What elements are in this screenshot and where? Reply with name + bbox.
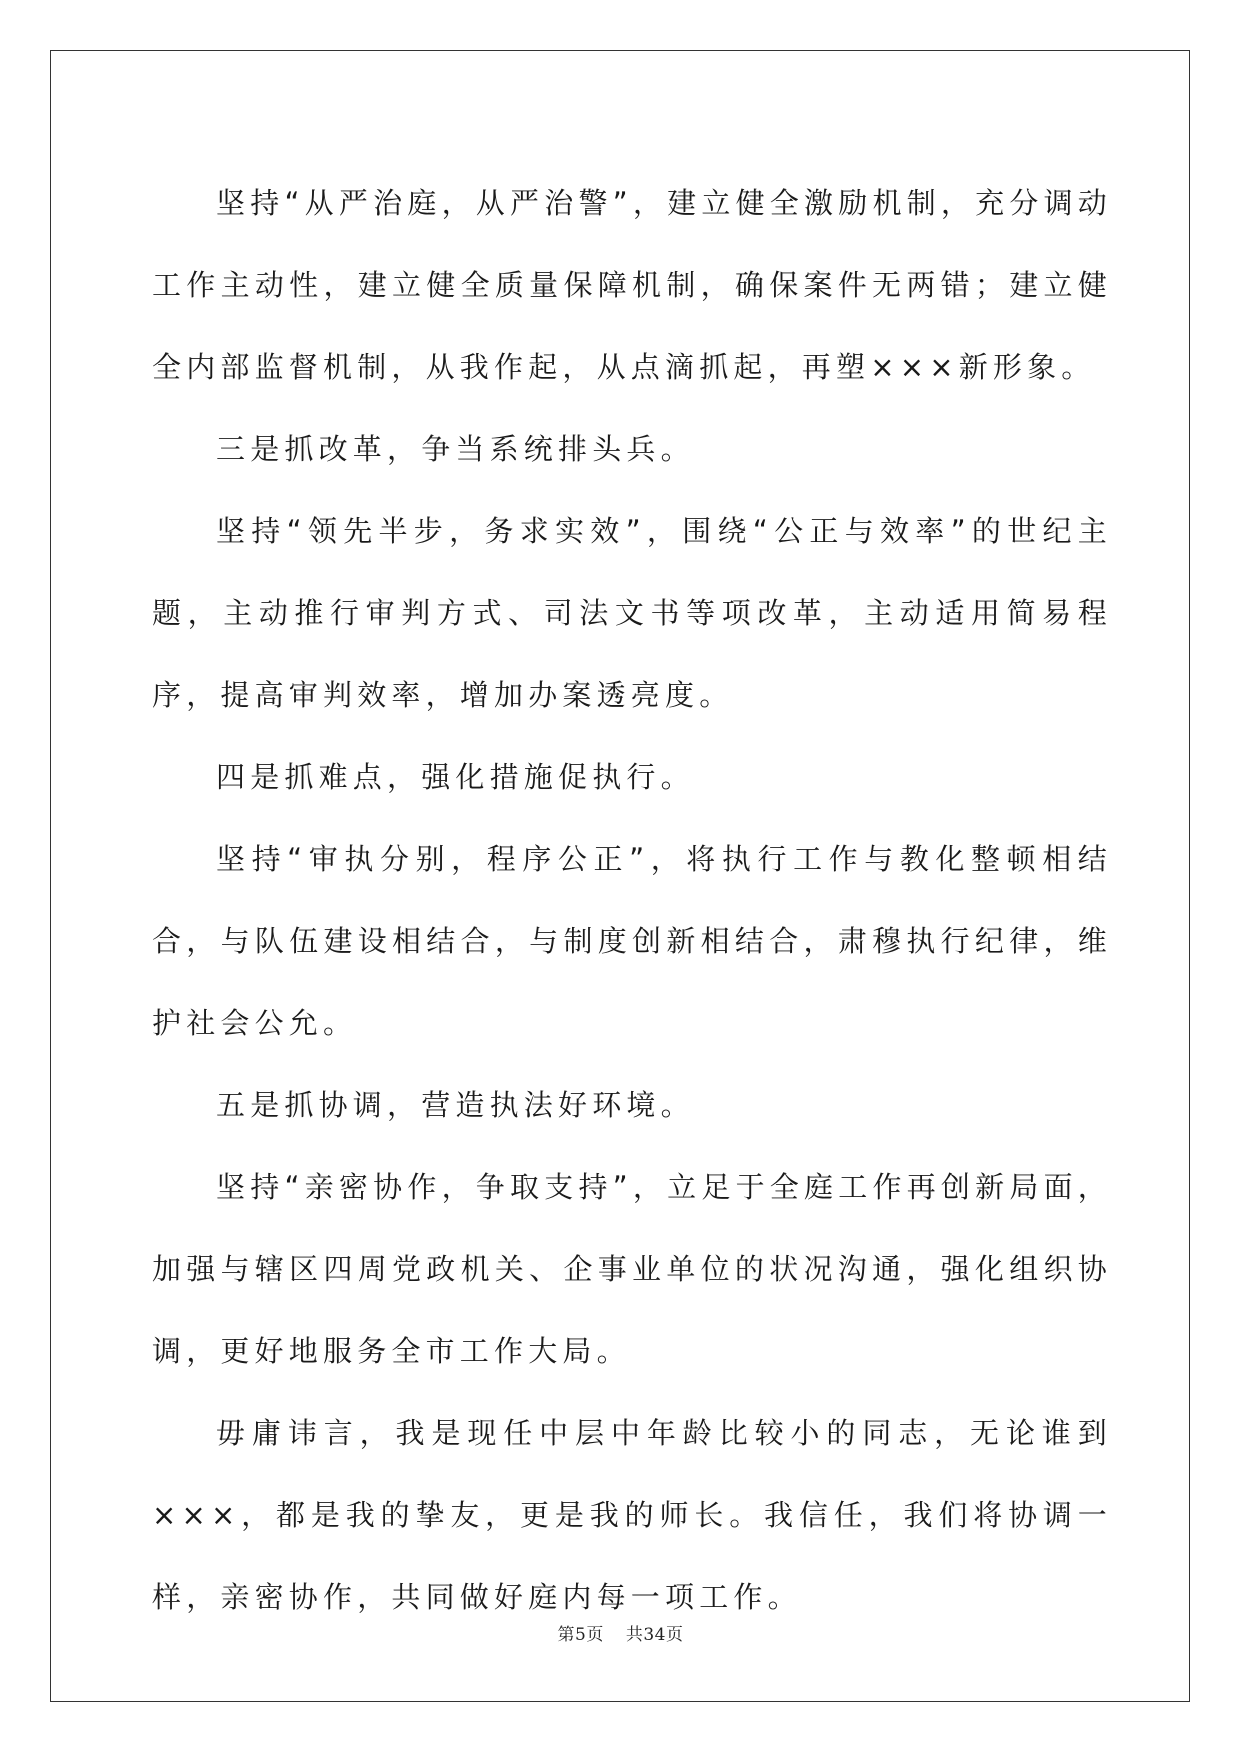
- heading-coordination: 五是抓协调，营造执法好环境。: [216, 1088, 695, 1122]
- paragraph-discipline: 坚持“从严治庭，从严治警”，建立健全激励机制，充分调动工作主动性，建立健全质量保障机制，确保案件无两错；建立健全内部监督机制，从我作起，从点滴抓起，再塑×××新形象。: [152, 186, 1112, 384]
- paragraph-reform: 坚持“领先半步，务求实效”，围绕“公正与效率”的世纪主题，主动推行审判方式、司法文书等项改革，主动适用简易程序，提高审判效率，增加办案透亮度。: [152, 514, 1112, 712]
- page-number: 第5页: [557, 1625, 604, 1645]
- document-body: [152, 162, 1112, 1638]
- page-footer: [0, 1620, 1241, 1645]
- paragraph-closing: 毋庸讳言，我是现任中层中年龄比较小的同志，无论谁到×××，都是我的挚友，更是我的师长。我信任，我们将协调一样，亲密协作，共同做好庭内每一项工作。: [152, 1416, 1112, 1614]
- paragraph-coordination: 坚持“亲密协作，争取支持”，立足于全庭工作再创新局面，加强与辖区四周党政机关、企事业单位的状况沟通，强化组织协调，更好地服务全市工作大局。: [152, 1170, 1112, 1368]
- paragraph-enforcement: 坚持“审执分别，程序公正”，将执行工作与教化整顿相结合，与队伍建设相结合，与制度创新相结合，肃穆执行纪律，维护社会公允。: [152, 842, 1112, 1040]
- heading-reform: 三是抓改革，争当系统排头兵。: [216, 432, 695, 466]
- page-total: 共34页: [625, 1625, 684, 1645]
- heading-enforcement: 四是抓难点，强化措施促执行。: [216, 760, 695, 794]
